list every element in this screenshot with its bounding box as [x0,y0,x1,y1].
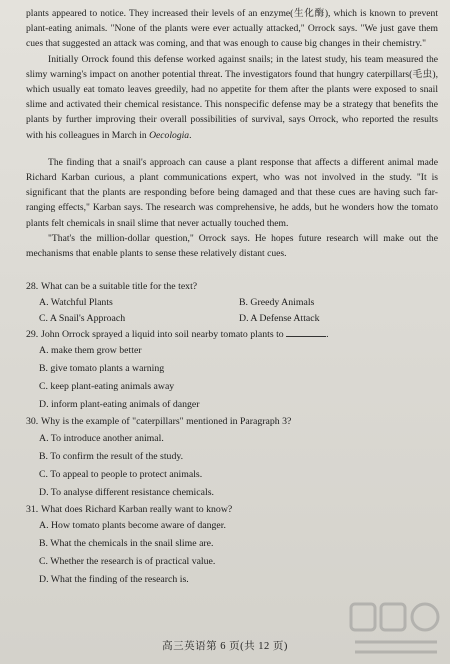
option-c[interactable]: C. Whether the research is of practical value. [39,556,216,568]
option-d[interactable]: D. A Defense Attack [239,312,320,324]
question-number: 29. [26,328,39,340]
question-number: 30. [26,416,39,428]
journal-name: Oecologia [149,129,190,141]
option-d[interactable]: D. To analyse different resistance chemicals. [39,486,214,498]
question-stem [26,502,438,518]
question-text: Why is the example of "caterpillars" mentioned in Paragraph 3? [41,416,292,428]
page-footer: 高三英语第 6 页(共 12 页) [162,641,288,652]
option-b[interactable]: B. give tomato plants a warning [39,363,165,375]
option-b[interactable]: B. To confirm the result of the study. [39,450,184,462]
option-a[interactable]: A. Watchful Plants [39,296,113,308]
question-29 [26,327,438,415]
question-text: John Orrock sprayed a liquid into soil nearby tomato plants to [41,328,284,340]
answer-blank [286,327,326,337]
passage-paragraph-3: The finding that a snail's approach can cause a plant response that affects a different animal made Richard Karban curious, a plant communications expert, who was not involved in the study. "It is significant that the plants are responding before being damaged and that these cues are having such far-ranging effects," Karban says. The research was comprehensive, he adds, but he wonders how the tomato plants felt chemicals in snail slime that never actually touched them. [26,156,438,229]
option-a[interactable]: A. To introduce another animal. [39,432,164,444]
passage-paragraph-4: "That's the million-dollar question," Orrock says. He hopes future research will make out the mechanisms that enable plants to sense these relatively distant cues. [26,232,438,260]
option-d[interactable]: D. inform plant-eating animals of danger [39,399,200,411]
question-text: What can be a suitable title for the text? [41,281,198,293]
question-stem [26,414,438,430]
question-text: What does Richard Karban really want to know? [41,503,233,515]
question-stem [26,327,438,343]
option-a[interactable]: A. How tomato plants become aware of danger. [39,520,226,532]
option-b[interactable]: B. What the chemicals in the snail slime are. [39,538,214,550]
question-number: 31. [26,503,39,515]
options [26,295,438,327]
question-period: . [326,328,329,340]
option-d[interactable]: D. What the finding of the research is. [39,574,189,586]
passage-paragraph-1: plants appeared to notice. They increased their levels of an enzyme(生化酶), which is known to prevent plant-eating animals. "None of the plants were ever actually attacked," Orrock says. "We just gave them cues that suggested an attack was coming, and that was enough to cause big changes in their chemistry." [26,8,438,50]
question-list [26,279,438,589]
passage-paragraph-2 [26,52,438,143]
option-c[interactable]: C. keep plant-eating animals away [39,381,175,393]
option-c[interactable]: C. To appeal to people to protect animals. [39,468,203,480]
question-30 [26,414,438,502]
option-a[interactable]: A. make them grow better [39,345,142,357]
paragraph-2-text: Initially Orrock found this defense worked against snails; in the latest study, his team measured the slimy warning's impact on another potential threat. The investigators found that hungry caterpillars(毛虫), which usually eat tomato leaves greedily, had no appetite for them after the plants were exposed to snail slime and activated their chemical resistance. This nonspecific defense may be a strategy that benefits the plants by further improving their overall possibilities of survival, says Orrock, who reported the results with his colleagues in March in [26,53,438,141]
option-b[interactable]: B. Greedy Animals [239,296,315,308]
paragraph-2-period: . [189,129,192,141]
option-c[interactable]: C. A Snail's Approach [39,312,126,324]
question-28 [26,279,438,327]
question-number: 28. [26,281,39,293]
question-31 [26,502,438,590]
question-stem [26,279,438,295]
